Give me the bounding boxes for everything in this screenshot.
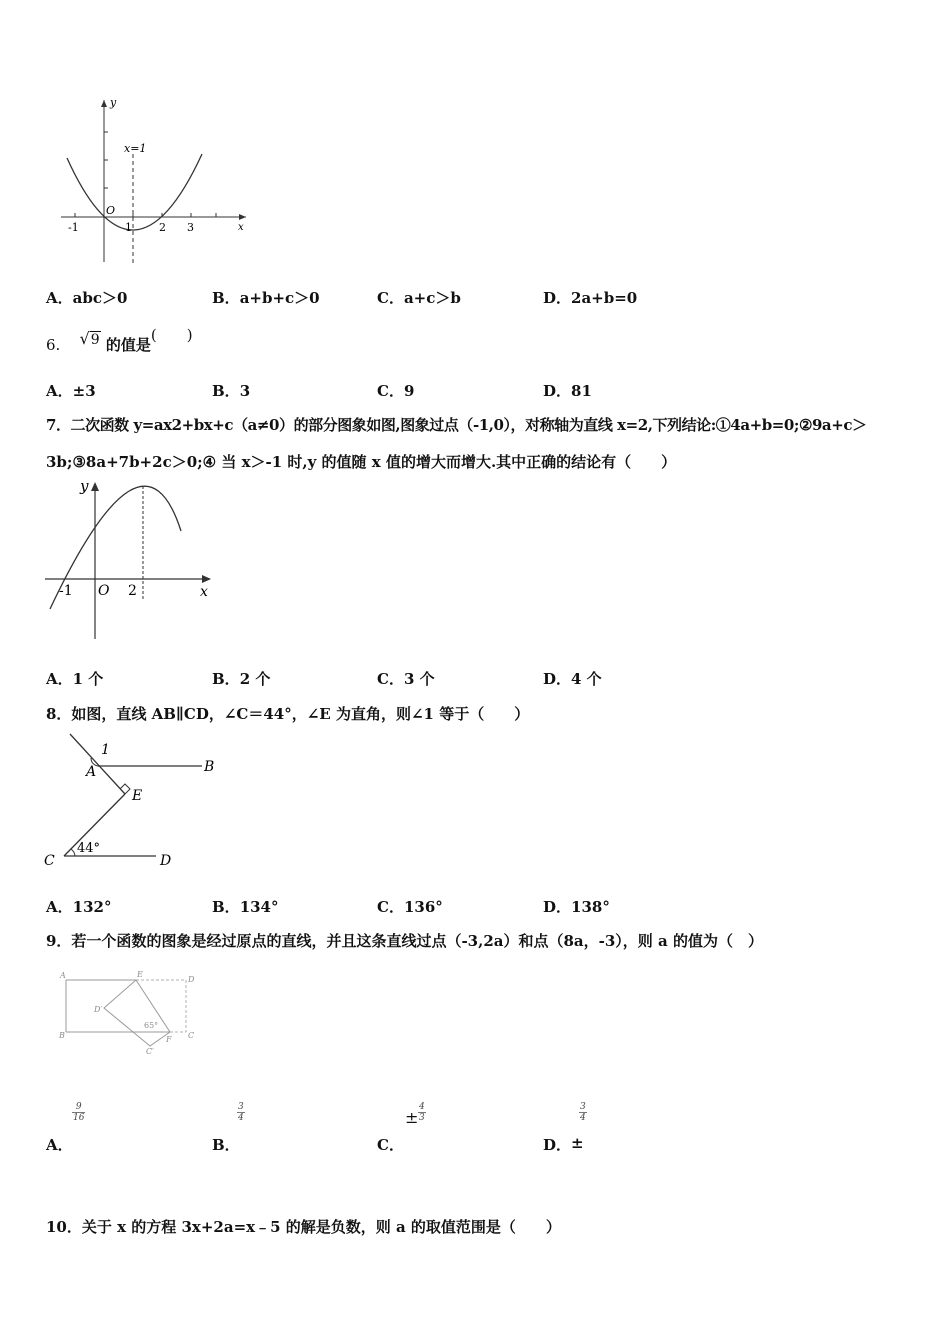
q8-label-angle: 44°	[77, 841, 101, 856]
q5-y-label: y	[110, 96, 117, 109]
q8-option-a[interactable]: A．132°	[46, 898, 112, 916]
q5-tick-label: 2	[159, 221, 166, 234]
q7-y-label: y	[80, 477, 89, 495]
q8-label-e: E	[132, 788, 143, 804]
q6-bracket: ( )	[150, 326, 193, 344]
q9-folded-rectangle-figure	[58, 968, 203, 1058]
q7-question-line-2: 3b;③8a+7b+2c＞0;④ 当 x＞-1 时,y 的值随 x 值的增大而增大.其中正确的结论有（ ）	[46, 453, 677, 471]
q9-option-a-fraction: $\frac{9}{16}$	[73, 1102, 85, 1123]
q5-x-axis-arrow	[239, 214, 246, 220]
q8-label-b: B	[204, 759, 215, 775]
q9-label-f: F	[166, 1035, 172, 1044]
q6-option-d[interactable]: D．81	[543, 382, 592, 400]
q6-option-c[interactable]: C．9	[377, 382, 415, 400]
q9-option-d-fraction: $\frac{3}{4}$	[580, 1102, 586, 1123]
q8-option-d[interactable]: D．138°	[543, 898, 610, 916]
q5-x-label: x	[238, 222, 244, 233]
q9-label-a: A	[60, 971, 66, 980]
q6-option-a[interactable]: A．±3	[46, 382, 96, 400]
q6-option-b[interactable]: B．3	[212, 382, 251, 400]
q8-parallel-lines-figure	[40, 730, 230, 872]
q7-x-axis-arrow	[202, 575, 211, 583]
q8-right-angle-mark	[120, 784, 130, 794]
q5-parabola-curve	[67, 154, 202, 230]
q9-option-c[interactable]: ± $\frac{4}{3}$ C．	[377, 1102, 425, 1154]
q5-option-c[interactable]: C．a+c＞b	[377, 289, 461, 307]
q9-question: 9．若一个函数的图象是经过原点的直线，并且这条直线过点（-3,2a）和点（8a，-3），则 a 的值为（ ）	[46, 932, 763, 950]
q9-label-cprime: C′	[146, 1047, 154, 1056]
q8-angle-c-arc	[71, 849, 75, 856]
q8-label-c: C	[44, 853, 55, 869]
q7-option-d[interactable]: D．4 个	[543, 670, 602, 688]
q7-parabola-graph	[40, 476, 220, 644]
q7-option-c[interactable]: C．3 个	[377, 670, 435, 688]
q9-label-b: B	[59, 1031, 65, 1040]
q7-x-label: x	[200, 584, 208, 600]
q9-option-d[interactable]: $\frac{3}{4}$ D． ±	[543, 1102, 586, 1154]
q9-option-b[interactable]: $\frac{3}{4}$ B．	[212, 1102, 244, 1154]
q7-option-a[interactable]: A．1 个	[46, 670, 104, 688]
q5-y-axis-arrow	[101, 100, 107, 107]
q5-option-d[interactable]: D．2a+b=0	[543, 289, 638, 307]
q8-label-a: A	[86, 764, 97, 780]
q5-axis-line-label: x=1	[124, 142, 147, 155]
q6-text: 的值是	[105, 336, 151, 354]
q6-question	[46, 328, 193, 358]
q9-option-c-fraction: $\frac{4}{3}$	[419, 1102, 425, 1123]
q6-sqrt: √9	[79, 329, 100, 348]
q5-tick-label: 3	[187, 221, 194, 234]
q9-label-d: D	[188, 975, 195, 984]
q9-label-e: E	[137, 970, 143, 979]
q8-question: 8．如图，直线 AB∥CD，∠C＝44°，∠E 为直角，则∠1 等于（ ）	[46, 705, 530, 723]
q5-option-a[interactable]: A．abc＞0	[46, 289, 128, 307]
q7-tick-label: 2	[128, 583, 137, 599]
q9-label-dprime: D′	[94, 1005, 103, 1014]
q8-label-1: 1	[101, 742, 110, 758]
q5-parabola-graph	[56, 92, 256, 267]
q5-tick-label: 1	[125, 221, 132, 234]
q8-option-b[interactable]: B．134°	[212, 898, 279, 916]
q7-origin-label: O	[98, 583, 110, 599]
q8-label-d: D	[160, 853, 172, 869]
q5-tick-label: -1	[68, 221, 79, 234]
q8-option-c[interactable]: C．136°	[377, 898, 443, 916]
q6-radicand: 9	[90, 332, 100, 348]
q9-option-b-fraction: $\frac{3}{4}$	[238, 1102, 244, 1123]
q9-option-a[interactable]: $\frac{9}{16}$ A．	[46, 1102, 85, 1154]
q9-label-angle: 65°	[144, 1021, 159, 1030]
q6-number: 6.	[46, 336, 61, 354]
q5-option-b[interactable]: B．a+b+c＞0	[212, 289, 320, 307]
q5-origin-label: O	[106, 204, 116, 217]
q9-label-c: C	[188, 1031, 195, 1040]
q7-y-axis-arrow	[91, 482, 99, 491]
q7-question-line-1: 7．二次函数 y=ax2+bx+c（a≠0）的部分图象如图,图象过点（-1,0），对称轴为直线 x=2,下列结论:①4a+b=0;②9a+c＞	[46, 416, 867, 434]
q10-question: 10．关于 x 的方程 3x+2a=x﹣5 的解是负数，则 a 的取值范围是（ ）	[46, 1218, 561, 1236]
q7-option-b[interactable]: B．2 个	[212, 670, 271, 688]
q7-tick-label: -1	[59, 583, 73, 599]
q8-line-a-extension	[70, 734, 125, 794]
